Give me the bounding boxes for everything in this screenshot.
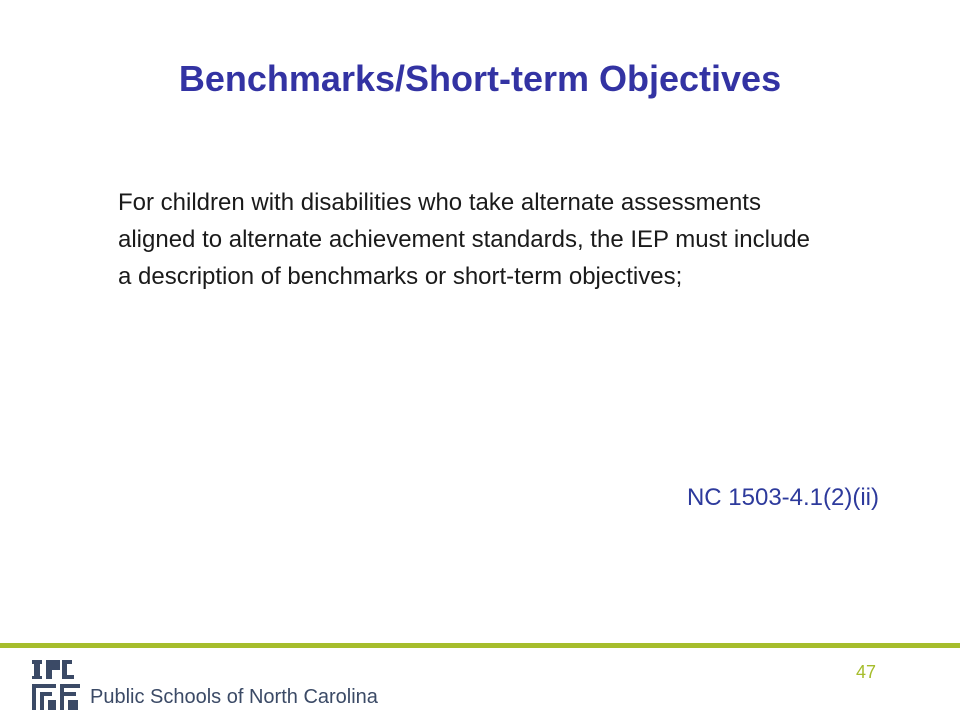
legal-citation: NC 1503-4.1(2)(ii) [686, 484, 879, 511]
footer-organization-name: Public Schools of North Carolina [90, 686, 378, 708]
body-rest: assessments aligned to alternate achievement standards, the IEP must include a description of benchmarks or short-term objectives; [118, 189, 810, 290]
public-schools-nc-logo-icon [30, 658, 82, 714]
body-first-line: For children with disabilities who take alternate [118, 189, 615, 216]
slide-body-text [118, 184, 818, 295]
page-number: 47 [856, 662, 877, 682]
slide-title: Benchmarks/Short-term Objectives [178, 58, 782, 99]
footer-divider [0, 643, 960, 648]
